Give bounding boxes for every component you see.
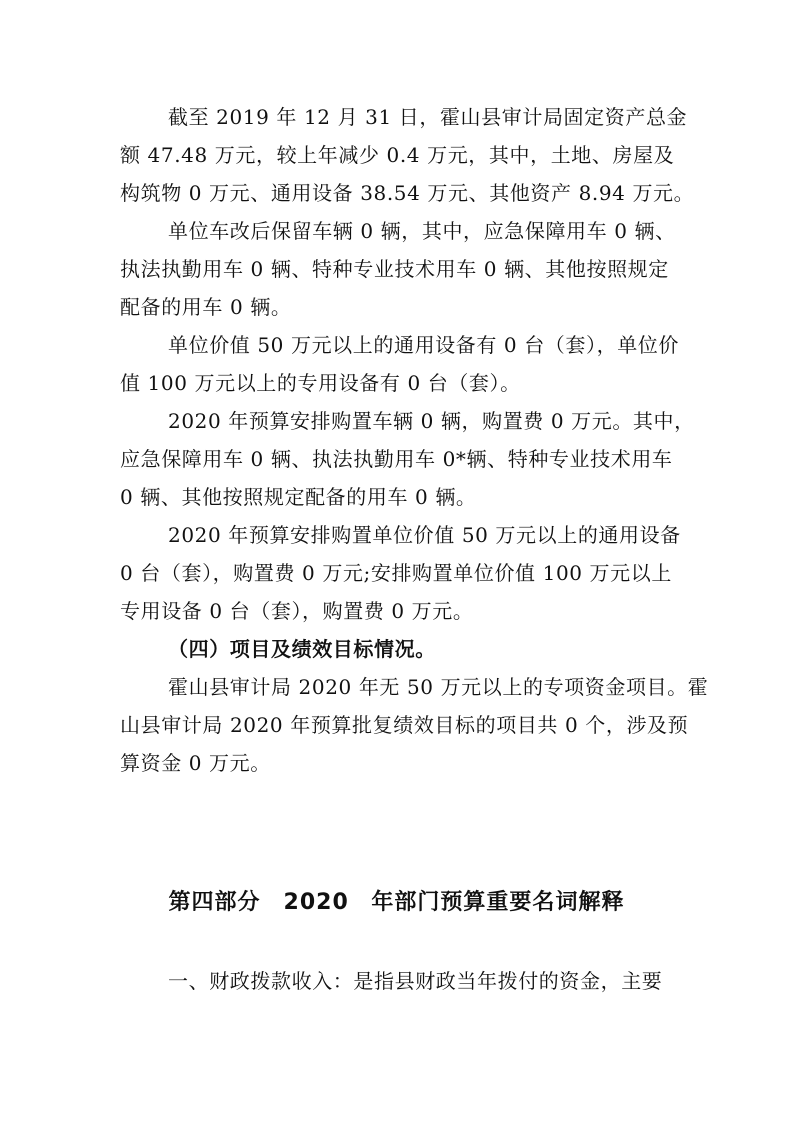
paragraph-line: 执法执勤用车 0 辆、特种专业技术用车 0 辆、其他按照规定 xyxy=(120,257,669,281)
paragraph-vehicle-budget xyxy=(120,402,695,516)
paragraph-line: 0 辆、其他按照规定配备的用车 0 辆。 xyxy=(120,485,477,509)
paragraph-line: 算资金 0 万元。 xyxy=(120,751,271,775)
paragraph-line: 2020 年预算安排购置单位价值 50 万元以上的通用设备 xyxy=(168,523,681,547)
sub-heading-projects xyxy=(120,630,680,668)
paragraph-line: 单位价值 50 万元以上的通用设备有 0 台（套），单位价 xyxy=(168,333,680,357)
paragraph-projects xyxy=(120,668,709,782)
paragraph-line: 专用设备 0 台（套），购置费 0 万元。 xyxy=(120,599,474,623)
paragraph-line: 单位车改后保留车辆 0 辆，其中，应急保障用车 0 辆、 xyxy=(168,219,676,243)
paragraph-line: 霍山县审计局 2020 年无 50 万元以上的专项资金项目。霍 xyxy=(168,675,709,699)
paragraph-line: 山县审计局 2020 年预算批复绩效目标的项目共 0 个，涉及预 xyxy=(120,713,689,737)
definition-block xyxy=(120,962,680,1000)
paragraph-line: 配备的用车 0 辆。 xyxy=(120,295,292,319)
paragraph-line: 一、财政拨款收入：是指县财政当年拨付的资金，主要 xyxy=(168,969,663,993)
paragraph-equipment xyxy=(120,326,680,402)
paragraph-assets xyxy=(120,98,695,212)
paragraph-equipment-budget xyxy=(120,516,680,630)
section-heading: 第四部分 2020 年部门预算重要名词解释 xyxy=(168,890,625,915)
paragraph-line: 构筑物 0 万元、通用设备 38.54 万元、其他资产 8.94 万元。 xyxy=(120,181,695,205)
paragraph-line: 截至 2019 年 12 月 31 日，霍山县审计局固定资产总金 xyxy=(168,105,688,129)
body-text-block xyxy=(120,98,709,782)
paragraph-line: 值 100 万元以上的专用设备有 0 台（套）。 xyxy=(120,371,521,395)
paragraph-line: 应急保障用车 0 辆、执法执勤用车 0*辆、特种专业技术用车 xyxy=(120,447,673,471)
paragraph-line: 0 台（套），购置费 0 万元;安排购置单位价值 100 万元以上 xyxy=(120,561,672,585)
sub-heading: （四）项目及绩效目标情况。 xyxy=(168,637,436,661)
paragraph-line: 额 47.48 万元，较上年减少 0.4 万元，其中，土地、房屋及 xyxy=(120,143,675,167)
paragraph-vehicles xyxy=(120,212,680,326)
paragraph-line: 2020 年预算安排购置车辆 0 辆，购置费 0 万元。其中， xyxy=(168,409,695,433)
